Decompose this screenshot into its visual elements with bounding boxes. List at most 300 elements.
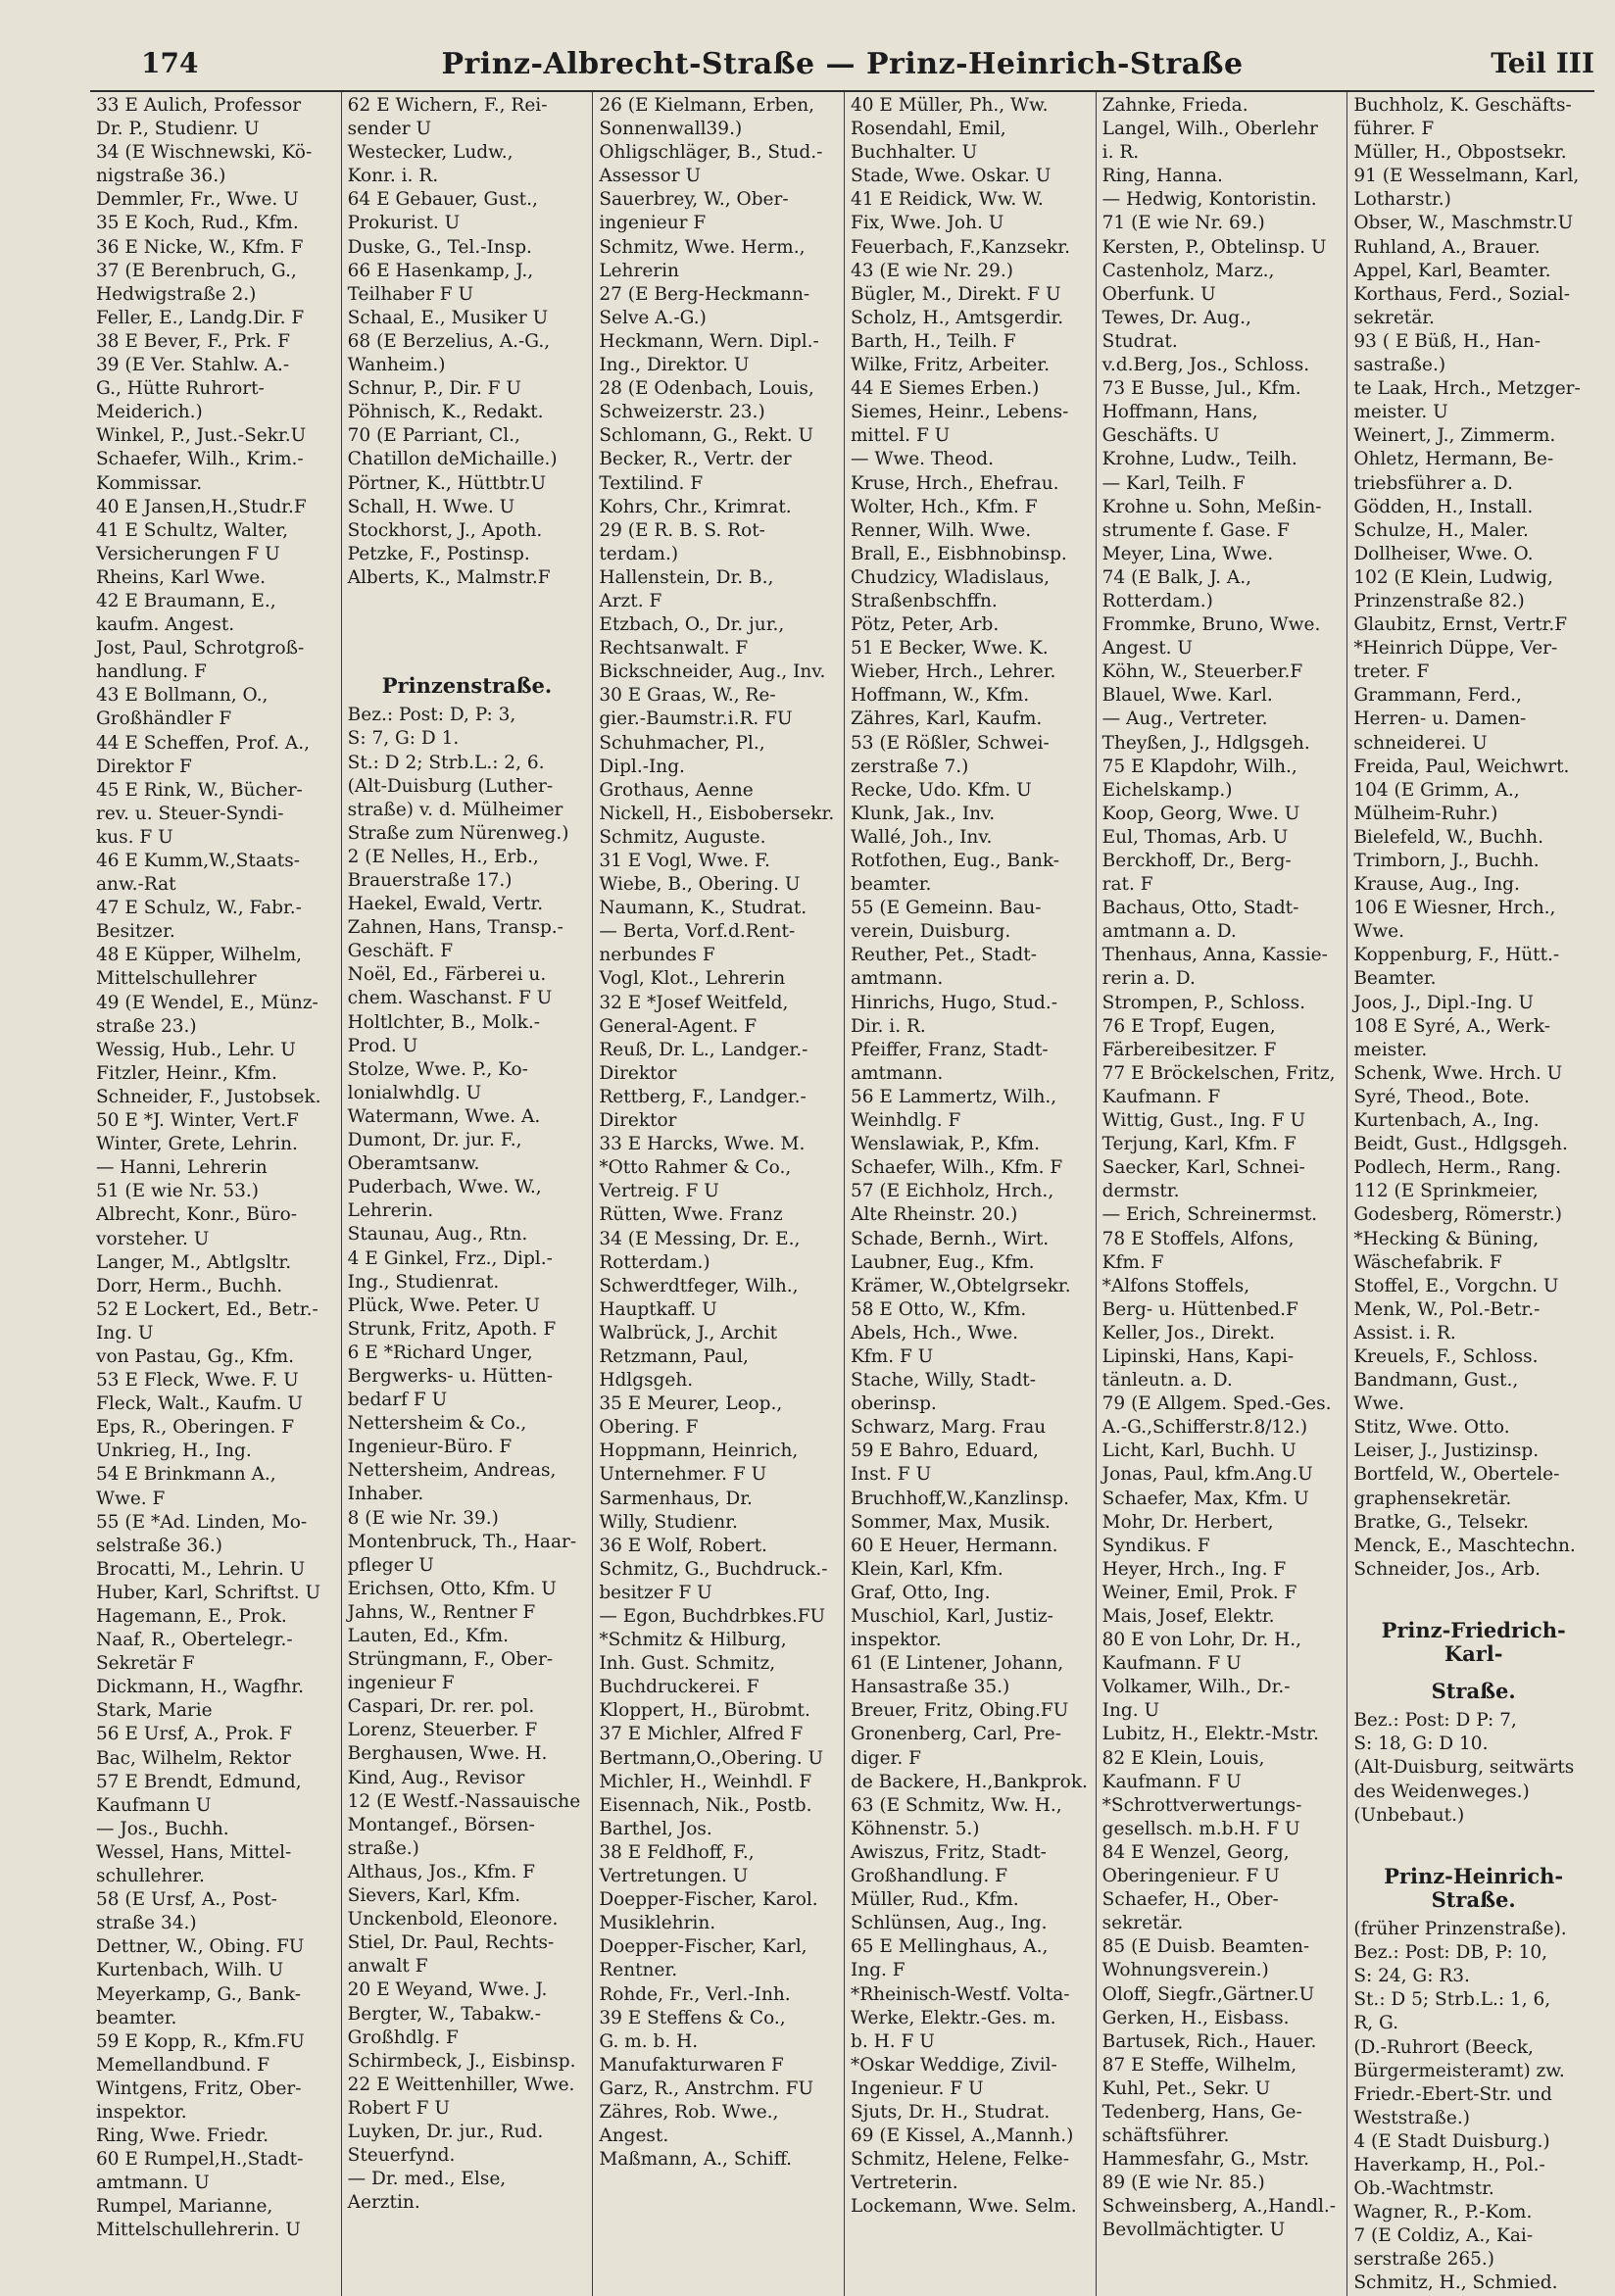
directory-entry-line: Abels, Hch., Wwe. [850,1322,1019,1343]
directory-entry-line: sender U [347,119,432,140]
directory-entry-line: strumente f. Gase. F [1101,519,1290,541]
directory-entry-line: anwalt F [347,1956,428,1978]
directory-entry-line: 64 E Gebauer, Gust., [347,189,538,211]
directory-entry-line: Prinzenstraße 82.) [1353,590,1525,611]
directory-entry-line: — Berta, Vorf.d.Rent- [599,921,796,943]
directory-entry-line: Koppenburg, F., Hütt.- [1353,945,1560,966]
directory-entry-line: Hansastraße 35.) [850,1677,1010,1698]
directory-entry-line: *Rheinisch-Westf. Volta- [850,1983,1070,2005]
directory-entry-line: Demmler, Fr., Wwe. U [96,189,299,211]
directory-entry-line: 29 (E R. B. S. Rot- [599,519,765,541]
directory-entry-line: G. m. b. H. [599,2030,699,2052]
directory-entry-line: G., Hütte Ruhrort- [96,378,265,400]
directory-entry-line: Gronenberg, Carl, Pre- [850,1724,1061,1745]
directory-entry-line: Stockhorst, J., Apoth. [347,519,543,541]
directory-entry-line: Klein, Karl, Kfm. [850,1558,1003,1580]
directory-entry-line: Bruchhoff,W.,Kanzlinsp. [850,1488,1070,1509]
directory-entry-line: Doepper-Fischer, Karol. [599,1889,818,1911]
directory-entry-line: Chudzicy, Wladislaus, [850,566,1051,588]
directory-entry-line: Jahns, W., Rentner F [347,1601,536,1623]
directory-entry-line: Bac, Wilhelm, Rektor [96,1747,291,1769]
directory-entry-line: Ing. F [850,1960,905,1981]
directory-entry-line: Kind, Aug., Revisor [347,1767,525,1788]
directory-entry-line: 112 (E Sprinkmeier, [1353,1181,1539,1202]
directory-entry-line: Kaufmann. F U [1101,1653,1242,1675]
directory-entry-line: v.d.Berg, Jos., Schloss. [1101,355,1310,376]
directory-entry-line: Kuhl, Pet., Sekr. U [1101,2077,1271,2099]
directory-entry-line: *Otto Rahmer & Co., [599,1157,792,1179]
directory-entry-line: Schweizerstr. 23.) [599,402,765,423]
directory-entry-line: Wallé, Joh., Inv. [850,826,993,848]
directory-entry-line: Schaefer, Max, Kfm. U [1101,1488,1309,1509]
directory-entry-line: Unckenbold, Eleonore. [347,1909,559,1930]
directory-entry-line: 27 (E Berg-Heckmann- [599,283,810,305]
directory-entry-line: Menk, W., Pol.-Betr.- [1353,1298,1541,1320]
directory-entry-line: Unternehmer. F U [599,1464,767,1486]
directory-entry-line: 108 E Syré, A., Werk- [1353,1015,1551,1037]
directory-entry-line: Retzmann, Paul, [599,1345,749,1367]
directory-entry-line: 40 E Müller, Ph., Ww. [850,95,1049,116]
directory-entry-line: verein, Duisburg. [850,921,1011,943]
directory-entry-line: Kersten, P., Obtelinsp. U [1101,236,1327,258]
directory-entry-line: Rheins, Karl Wwe. [96,566,267,588]
directory-entry-line: Trimborn, J., Buchh. [1353,851,1540,871]
directory-entry-line: Buchdruckerei. F [599,1677,759,1698]
directory-entry-line: Rütten, Wwe. Franz [599,1204,783,1226]
directory-entry-line: Wagner, R., P.-Kom. [1353,2202,1533,2223]
street-heading: Prinzenstraße. [381,673,553,699]
directory-entry-line: Mittelschullehrerin. U [96,2220,301,2241]
directory-entry-line: Großhändler F [96,708,232,730]
directory-entry-line: 34 (E Messing, Dr. E., [599,1228,801,1249]
directory-entry-line: Renner, Wilh. Wwe. [850,519,1032,541]
directory-entry-line: handlung. F [96,661,207,683]
directory-entry-line: Freida, Paul, Weichwrt. [1353,756,1570,777]
directory-entry-line: Kaufmann. F U [1101,1771,1242,1792]
directory-entry-line: Eisennach, Nik., Postb. [599,1794,812,1816]
directory-entry-line: de Backere, H.,Bankprok. [850,1771,1088,1792]
directory-entry-line: 4 (E Stadt Duisburg.) [1353,2130,1550,2152]
directory-entry-line: Wwe. [1353,1393,1405,1415]
directory-entry-line: Muschiol, Karl, Justiz- [850,1606,1053,1627]
directory-entry-line: 70 (E Parriant, Cl., [347,425,520,447]
directory-entry-line: von Pastau, Gg., Kfm. [96,1345,295,1367]
directory-entry-line: 79 (E Allgem. Sped.-Ges. [1101,1393,1332,1415]
column-6 [1347,92,1599,2296]
directory-entry-line: Duske, G., Tel.-Insp. [347,236,532,258]
directory-entry-line: straße.) [347,1837,419,1859]
directory-entry-line: Doepper-Fischer, Karl, [599,1936,808,1958]
directory-entry-line: S: 18, G: D 10. [1353,1734,1489,1755]
directory-entry-line: Langel, Wilh., Oberlehr [1101,119,1318,140]
directory-entry-line: Vertreig. F U [599,1181,719,1202]
directory-entry-line: 93 ( E Büß, H., Han- [1353,330,1541,352]
directory-entry-line: Assist. i. R. [1353,1322,1456,1343]
directory-entry-line: Kurtenbach, A., Ing. [1353,1110,1540,1132]
directory-entry-line: Schwarz, Marg. Frau [850,1417,1047,1439]
directory-entry-line: Etzbach, O., Dr. jur., [599,614,785,636]
directory-entry-line: Mülheim-Ruhr.) [1353,803,1498,824]
directory-entry-line: Podlech, Herm., Rang. [1353,1157,1562,1179]
directory-entry-line: Theyßen, J., Hdlgsgeh. [1101,732,1310,754]
directory-entry-line: 57 E Brendt, Edmund, [96,1771,302,1792]
directory-entry-line: 69 (E Kissel, A.,Mannh.) [850,2125,1074,2147]
directory-entry-line: Ingenieur-Büro. F [347,1437,513,1458]
directory-entry-line: Heckmann, Wern. Dipl.- [599,330,819,352]
directory-entry-line: Ing. U [1101,1700,1160,1722]
directory-entry-line: Dipl.-Ing. [599,756,685,777]
directory-entry-line: Maßmann, A., Schiff. [599,2149,793,2171]
directory-entry-line: Heyer, Hrch., Ing. F [1101,1558,1287,1580]
directory-entry-line: Köhn, W., Steuerber.F [1101,661,1303,683]
directory-entry-line: Ruhland, A., Brauer. [1353,236,1541,258]
directory-entry-line: besitzer F U [599,1582,712,1603]
directory-entry-line: Vogl, Klot., Lehrerin [599,968,786,990]
directory-entry-line: Glaubitz, Ernst, Vertr.F [1353,614,1568,636]
directory-entry-line: Krämer, W.,Obtelgrsekr. [850,1275,1071,1296]
directory-entry-line: *Hecking & Büning, [1353,1228,1540,1249]
directory-entry-line: Brocatti, M., Lehrin. U [96,1558,306,1580]
directory-entry-line: Ohligschläger, B., Stud.- [599,142,823,164]
directory-entry-line: Beamter. [1353,968,1437,990]
directory-entry-line: 48 E Küpper, Wilhelm, [96,945,303,966]
directory-entry-line: Bartusek, Rich., Hauer. [1101,2030,1317,2052]
directory-entry-line: Licht, Karl, Buchh. U [1101,1441,1297,1462]
directory-entry-line: straße) v. d. Mülheimer [347,799,563,820]
directory-entry-line: 35 E Meurer, Leop., [599,1393,783,1415]
directory-entry-line: 55 (E *Ad. Linden, Mo- [96,1511,308,1533]
directory-entry-line: amtmann. [850,1062,944,1084]
directory-entry-line: Krohne u. Sohn, Meßin- [1101,496,1322,517]
directory-entry-line: *Schrottverwertungs- [1101,1794,1302,1816]
directory-entry-line: sastraße.) [1353,355,1446,376]
directory-entry-line: Terjung, Karl, Kfm. F [1101,1134,1297,1155]
directory-entry-line: Meyer, Lina, Wwe. [1101,543,1274,564]
directory-entry-line: Ing. U [96,1322,154,1343]
directory-entry-line: Becker, R., Vertr. der [599,449,792,470]
directory-entry-line: Zähres, Rob. Wwe., [599,2101,779,2123]
directory-entry-line: Großhandlung. F [850,1866,1007,1887]
directory-entry-line: Kruse, Hrch., Ehefrau. [850,472,1059,494]
directory-entry-line: Wwe. F [96,1488,166,1509]
entry-columns [90,92,1599,2294]
directory-entry-line: (früher Prinzenstraße). [1353,1919,1567,1940]
directory-entry-line: Bürgermeisteramt) zw. [1353,2060,1565,2081]
directory-entry-line: 78 E Stoffels, Alfons, [1101,1228,1295,1249]
directory-entry-line: Schaefer, Wilh., Krim.- [96,449,304,470]
directory-entry-line: Mittelschullehrer [96,968,257,990]
directory-entry-line: Obser, W., Maschmstr.U [1353,213,1574,234]
directory-entry-line: Tedenberg, Hans, Ge- [1101,2101,1302,2123]
directory-entry-line: 33 E Harcks, Wwe. M. [599,1134,806,1155]
directory-entry-line: Lotharstr.) [1353,189,1451,211]
directory-entry-line: nerbundes F [599,945,715,966]
directory-entry-line: (D.-Ruhrort (Beeck, [1353,2036,1534,2058]
directory-entry-line: Graf, Otto, Ing. [850,1582,991,1603]
directory-entry-line: 77 E Bröckelschen, Fritz, [1101,1062,1336,1084]
directory-entry-line: Albrecht, Konr., Büro- [96,1204,297,1226]
directory-entry-line: Oberfunk. U [1101,283,1216,305]
directory-entry-line: Rotfothen, Eug., Bank- [850,851,1060,871]
directory-entry-line: lonialwhdlg. U [347,1082,482,1103]
directory-entry-line: Werke, Elektr.-Ges. m. [850,2007,1056,2028]
directory-entry-line: Rosendahl, Emil, [850,119,1006,140]
directory-entry-line: Wolter, Hch., Kfm. F [850,496,1038,517]
directory-entry-line: Blauel, Wwe. Karl. [1101,685,1273,707]
directory-entry-line: Wanheim.) [347,355,446,376]
directory-entry-line: inspektor. [850,1630,942,1651]
directory-entry-line: Hedwigstraße 2.) [96,283,257,305]
directory-entry-line: Sekretär F [96,1653,195,1675]
directory-entry-line: 53 (E Rößler, Schwei- [850,732,1050,754]
directory-entry-line [348,590,587,613]
directory-entry-line: Menck, E., Maschtechn. [1353,1535,1576,1556]
directory-entry-line: mittel. F U [850,425,951,447]
directory-entry-line: Schmitz, Helene, Felke- [850,2149,1070,2171]
directory-entry-line: Schade, Bernh., Wirt. [850,1228,1050,1249]
directory-entry-line: Grammann, Ferd., [1353,685,1522,707]
directory-entry-line: Studrat. [1101,330,1178,352]
directory-entry-line: Ring, Hanna. [1101,166,1223,187]
directory-entry-line: Straße zum Nürenweg.) [347,822,569,844]
directory-entry-line: 58 E Otto, W., Kfm. [850,1298,1027,1320]
directory-entry-line: 51 (E wie Nr. 53.) [96,1181,260,1202]
directory-entry-line: ingenieur F [599,213,707,234]
directory-entry-line: Versicherungen F U [96,543,280,564]
directory-entry-line: Schmitz, Wwe. Herm., [599,236,806,258]
directory-entry-line [348,637,587,660]
directory-entry-line: Besitzer. [96,921,175,943]
directory-entry-line: Syré, Theod., Bote. [1353,1086,1530,1107]
directory-entry-line: 51 E Becker, Wwe. K. [850,638,1049,659]
directory-entry-line: 50 E *J. Winter, Vert.F [96,1110,299,1132]
directory-entry-line: Schmitz, H., Schmied. [1353,2272,1558,2294]
directory-entry-line: Färbereibesitzer. F [1101,1039,1277,1060]
directory-entry-line: Appel, Karl, Beamter. [1353,260,1551,281]
directory-entry-line: Ring, Wwe. Friedr. [96,2125,269,2147]
directory-entry-line: 33 E Aulich, Professor [96,95,302,116]
directory-entry-line: Wwe. [1353,921,1405,943]
directory-entry-line: Kohrs, Chr., Krimrat. [599,496,792,517]
directory-entry-line: Eichelskamp.) [1101,779,1233,801]
directory-entry-line: Alberts, K., Malmstr.F [347,566,551,588]
directory-entry-line: Wohnungsverein.) [1101,1960,1269,1981]
directory-entry-line: Kfm. F [1101,1251,1164,1273]
directory-entry-line: Westecker, Ludw., [347,142,514,164]
directory-entry-line: Godesberg, Römerstr.) [1353,1204,1563,1226]
directory-entry-line: vorsteher. U [96,1228,210,1249]
directory-entry-line: Rettberg, F., Landger.- [599,1086,807,1107]
directory-entry-line: Straßenbschffn. [850,590,998,611]
directory-entry-line: 44 E Siemes Erben.) [850,378,1040,400]
directory-entry-line: 41 E Schultz, Walter, [96,519,288,541]
directory-entry-line: 6 E *Richard Unger, [347,1342,533,1363]
directory-entry-line: inspektor. [96,2101,187,2123]
directory-entry-line: Dettner, W., Obing. FU [96,1936,305,1958]
directory-entry-line: — Dr. med., Else, [347,2169,507,2190]
directory-entry-line: Barth, H., Teilh. F [850,330,1016,352]
directory-entry-line: te Laak, Hrch., Metzger- [1353,378,1581,400]
directory-entry-line: Chatillon deMichaille.) [347,449,558,470]
directory-entry-line: Bickschneider, Aug., Inv. [599,661,826,683]
directory-entry-line: Kurtenbach, Wilh. U [96,1960,284,1981]
directory-entry-line: Noël, Ed., Färberei u. [347,964,547,986]
directory-entry-line: rerin a. D. [1101,968,1196,990]
directory-entry-line: 39 (E Ver. Stahlw. A.- [96,355,290,376]
directory-entry-line: Weinhdlg. F [850,1110,961,1132]
directory-entry-line: gesellsch. m.b.H. F U [1101,1818,1300,1839]
column-5 [1097,92,1348,2296]
directory-entry-line: 71 (E wie Nr. 69.) [1101,213,1265,234]
directory-entry-line: General-Agent. F [599,1015,758,1037]
directory-entry-line: sekretär. [1353,307,1435,328]
directory-entry-line: Robert F U [347,2097,450,2119]
directory-entry-line: Feller, E., Landg.Dir. F [96,307,305,328]
directory-entry-line: Grothaus, Aenne [599,779,754,801]
directory-entry-line: Lehrerin. [347,1200,434,1222]
directory-entry-line: Wäschefabrik. F [1353,1251,1502,1273]
directory-entry-line: Volkamer, Wilh., Dr.- [1101,1677,1291,1698]
volume-part: Teil III [1491,47,1594,79]
directory-entry-line: 56 E Lammertz, Wilh., [850,1086,1057,1107]
directory-entry-line: — Erich, Schreinermst. [1101,1204,1318,1226]
directory-entry-line: Feuerbach, F.,Kanzsekr. [850,236,1070,258]
directory-entry-line: Holtlchter, B., Molk.- [347,1011,541,1033]
directory-entry-line: Hoffmann, W., Kfm. [850,685,1030,707]
directory-entry-line: Nettersheim & Co., [347,1413,527,1435]
directory-entry-line: Sievers, Karl, Kfm. [347,1885,521,1907]
directory-entry-line: Fix, Wwe. Joh. U [850,213,1004,234]
directory-entry-line: Mais, Josef, Elektr. [1101,1606,1275,1627]
directory-entry-line: Koop, Georg, Wwe. U [1101,803,1300,824]
directory-entry-line: 2 (E Nelles, H., Erb., [347,846,539,867]
directory-entry-line: Wieber, Hrch., Lehrer. [850,661,1056,683]
directory-entry-line: Laubner, Eug., Kfm. [850,1251,1035,1273]
directory-entry-line: Obering. F [599,1417,699,1439]
directory-entry-line: Fitzler, Heinr., Kfm. [96,1062,277,1084]
directory-entry-line: Musiklehrin. [599,1913,716,1934]
directory-entry-line: 102 (E Klein, Ludwig, [1353,566,1553,588]
directory-entry-line: terdam.) [599,543,679,564]
directory-entry-line: Wittig, Gust., Ing. F U [1101,1110,1306,1132]
directory-entry-line: Bratke, G., Telsekr. [1353,1511,1530,1533]
directory-entry-line: Berg- u. Hüttenbed.F [1101,1298,1298,1320]
directory-entry-line: Schneider, Jos., Arb. [1353,1558,1542,1580]
directory-entry-line: Wintgens, Fritz, Ober- [96,2077,302,2099]
directory-entry-line: beamter. [96,2007,177,2028]
directory-entry-line: 85 (E Duisb. Beamten- [1101,1936,1310,1958]
directory-entry-line: Eul, Thomas, Arb. U [1101,826,1289,848]
directory-entry-line: Dir. i. R. [850,1015,926,1037]
directory-entry-line: Geschäfts. U [1101,425,1220,447]
directory-entry-line: Bez.: Post: DB, P: 10, [1353,1942,1548,1964]
directory-entry-line: Hagemann, E., Prok. [96,1606,287,1627]
directory-entry-line: Hdlgsgeh. [599,1370,694,1392]
directory-entry-line: Selve A.-G.) [599,307,707,328]
page-number: 174 [141,47,199,79]
directory-entry-line: Fleck, Walt., Kaufm. U [96,1393,303,1415]
directory-entry-line: 52 E Lockert, Ed., Betr.- [96,1298,318,1320]
directory-entry-line: Montangef., Börsen- [347,1814,535,1835]
directory-entry-line: Ing., Direktor. U [599,355,750,376]
directory-entry-line: Arzt. F [599,590,662,611]
directory-entry-line: anw.-Rat [96,874,176,896]
directory-entry-line: 32 E *Josef Weitfeld, [599,992,789,1013]
directory-entry-line: Dickmann, H., Wagfhr. [96,1677,304,1698]
directory-entry-line: Assessor U [599,166,702,187]
directory-entry-line: 20 E Weyand, Wwe. J. [347,1979,548,2001]
directory-entry-line: Wenslawiak, P., Kfm. [850,1134,1040,1155]
directory-entry-line: 37 (E Berenbruch, G., [96,260,297,281]
directory-entry-line: Sauerbrey, W., Ober- [599,189,789,211]
directory-entry-line: Thenhaus, Anna, Kassie- [1101,945,1328,966]
directory-entry-line: amtmann a. D. [1101,921,1237,943]
directory-entry-line: Konr. i. R. [347,166,439,187]
directory-entry-line: Memellandbund. F [96,2054,270,2076]
directory-entry-line: Ob.-Wachtmstr. [1353,2178,1494,2200]
directory-entry-line: 43 E Bollmann, O., [96,685,269,707]
directory-entry-line: Direktor [599,1110,677,1132]
directory-entry-line: 82 E Klein, Louis, [1101,1747,1265,1769]
directory-entry-line: Strompen, P., Schloss. [1101,992,1305,1013]
directory-entry-line: 60 E Rumpel,H.,Stadt- [96,2149,304,2171]
directory-entry-line: Hammesfahr, G., Mstr. [1101,2149,1310,2171]
directory-entry-line: 45 E Rink, W., Bücher- [96,779,303,801]
directory-entry-line: Caspari, Dr. rer. pol. [347,1696,535,1718]
directory-entry-line: 84 E Wenzel, Georg, [1101,1841,1290,1863]
directory-entry-line: Korthaus, Ferd., Sozial- [1353,283,1570,305]
directory-entry-line: 35 E Koch, Rud., Kfm. [96,213,299,234]
directory-entry-line: rat. F [1101,874,1153,896]
directory-entry-line: Reuß, Dr. L., Landger.- [599,1039,808,1060]
directory-entry-line: Friedr.-Ebert-Str. und [1353,2083,1552,2105]
directory-entry-line: (Alt-Duisburg, seitwärts [1353,1757,1575,1779]
directory-entry-line: Schulze, H., Maler. [1353,519,1529,541]
directory-entry-line: Angest. [599,2125,669,2147]
directory-entry-line: 106 E Wiesner, Hrch., [1353,898,1556,919]
directory-entry-line: Rentner. [599,1960,678,1981]
directory-entry-line: meister. [1353,1039,1428,1060]
directory-entry-line: Petzke, F., Postinsp. [347,543,530,564]
directory-entry-line: Schweinsberg, A.,Handl.- [1101,2196,1337,2218]
directory-entry-line: Oberamtsanw. [347,1153,480,1175]
directory-entry-line: 104 (E Grimm, A., [1353,779,1520,801]
directory-entry-line: Naaf, R., Obertelegr.- [96,1630,293,1651]
directory-entry-line: oberinsp. [850,1393,937,1415]
directory-entry-line: Wilke, Fritz, Arbeiter. [850,355,1050,376]
directory-entry-line: Schirmbeck, J., Eisbinsp. [347,2050,576,2072]
directory-entry-line: 66 E Hasenkamp, J., [347,260,534,281]
directory-entry-line: tänleutn. a. D. [1101,1370,1233,1392]
directory-entry-line: Weststraße.) [1353,2107,1470,2128]
directory-entry-line: Haekel, Ewald, Vertr. [347,894,544,915]
directory-entry-line [1353,1828,1593,1851]
directory-entry-line: 22 E Weittenhiller, Wwe. [347,2074,575,2095]
directory-entry-line: 56 E Ursf, A., Prok. F [96,1724,292,1745]
directory-entry-line: Schmitz, G., Buchdruck.- [599,1558,828,1580]
directory-entry-line: 43 (E wie Nr. 29.) [850,260,1013,281]
directory-entry-line: 54 E Brinkmann A., [96,1464,276,1486]
directory-entry-line: Leiser, J., Justizinsp. [1353,1441,1540,1462]
directory-entry-line: 60 E Heuer, Hermann. [850,1535,1058,1556]
directory-entry-line: 91 (E Wesselmann, Karl, [1353,166,1580,187]
directory-entry-line: Zahnen, Hans, Transp.- [347,917,563,939]
directory-entry-line: Joos, J., Dipl.-Ing. U [1353,992,1534,1013]
directory-entry-line: Inhaber. [347,1484,424,1505]
directory-entry-line: — Karl, Teilh. F [1101,472,1246,494]
directory-entry-line: diger. F [850,1747,921,1769]
directory-entry-line: Syndikus. F [1101,1535,1210,1556]
